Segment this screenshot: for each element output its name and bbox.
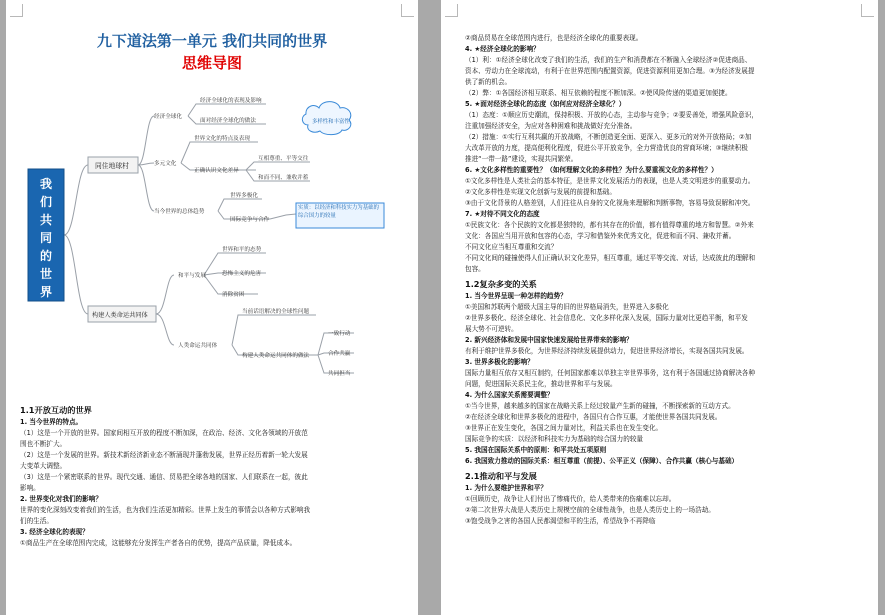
node-global-village: 同住地球村 xyxy=(95,162,129,170)
text-line: 资本、劳动力在全球流动，有利于在世界范围内配置资源，促进资源利用更加合理。③为经济发展提 xyxy=(465,67,755,75)
section-heading: 2.1推动和平与发展 xyxy=(465,471,537,481)
text-line: ②在经济全球化和世界多极化的进程中，各国只有合作互惠，才能使世界各国共同发展。 xyxy=(465,413,722,421)
node-culture-features: 世界文化的特点及表现 xyxy=(194,136,250,142)
section-heading: 1.1开放互动的世界 xyxy=(20,405,92,415)
node-shared-future: 人类命运共同体 xyxy=(178,343,218,349)
page-subtitle: 思维导图 xyxy=(181,54,242,72)
text-line: 注重加强经济安全，为应对各种困难和挑战做好充分准备。 xyxy=(465,122,637,130)
question-heading: 6. 我国致力推动的国际关系：相互尊重（前提）、公平正义（保障）、合作共赢（核心与基础） xyxy=(465,457,739,465)
text-line: 供了新的机会。 xyxy=(465,78,512,86)
text-line: ③世界正在发生变化，各国之间力量对比，利益关系也在发生变化。 xyxy=(465,424,663,432)
question-heading: 5. 我国在国际关系中的原则：和平共处五项原则 xyxy=(465,446,607,454)
node-terrorism-harm: 恐怖主义的危害 xyxy=(222,271,262,277)
question-heading: 7. ★对待不同文化的态度 xyxy=(465,210,540,218)
text-line: ②文化多样性是实现文化创新与发展的前提和基础。 xyxy=(465,188,616,196)
node-harmony-diversity: 和而不同、兼收并蓄 xyxy=(258,175,309,181)
node-culture-difference: 正确认识文化差异 xyxy=(194,168,239,174)
essence-note: 实质：以经济和科技实力为基础的综合国力的较量 xyxy=(298,205,379,219)
node-peace-situation: 世界和平的态势 xyxy=(222,247,262,253)
question-heading: 6. ★文化多样性的重要性？（如何理解文化的多样性？为什么要重视文化的多样性？） xyxy=(465,166,718,174)
text-line: 推进“一带一路”建设，实现共同繁荣。 xyxy=(465,155,578,163)
text-line: 展大势不可逆转。 xyxy=(465,325,518,333)
text-line: 世界的变化深刻改变着我们的生活，也为我们生活更加精彩。世界上发生的事情会以各种方式影响我 xyxy=(20,506,311,514)
mind-map xyxy=(6,0,418,400)
document-page-1 xyxy=(6,0,418,615)
node-build-community: 构建人类命运共同体的做法 xyxy=(242,353,310,359)
text-line: 影响。 xyxy=(20,484,40,492)
node-community-shared-future: 构建人类命运共同体 xyxy=(92,312,148,319)
text-line: ①文化多样性是人类社会的基本特征，是世界文化发展活力的表现，也是人类文明进步的重要动力。 xyxy=(465,177,755,185)
text-line: ①回顾历史，战争让人们付出了惨痛代价，给人类带来的伤痛难以忘却。 xyxy=(465,495,676,503)
margin-mark xyxy=(861,4,874,17)
node-win-win: 合作共赢 xyxy=(328,351,351,357)
question-heading: 4. 为什么国家关系需要调整？ xyxy=(465,391,554,399)
text-line: 大变革大调整。 xyxy=(20,462,67,470)
text-line: （1）态度：①顺应历史潮流，保持积极、开放的心态，主动参与竞争；②要妥善处，增强风险意识， xyxy=(465,111,758,119)
question-heading: 2. 新兴经济体和发展中国家快速发展给世界带来的影响？ xyxy=(465,336,633,344)
question-heading: 4. ★经济全球化的影响？ xyxy=(465,45,540,53)
section-heading: 1.2复杂多变的关系 xyxy=(465,279,537,289)
node-poverty-elimination: 消除贫困 xyxy=(222,292,245,298)
text-line: ③饱受战争之害的各国人民都渴望和平的生活，希望战争不再降临 xyxy=(465,517,656,525)
root-node: 我们共同的世界 xyxy=(39,177,52,299)
page-title: 九下道法第一单元 我们共同的世界 xyxy=(96,32,328,50)
text-line: 不同文化间的碰撞使得人们正确认识文化差异，相互尊重，通过平等交流、对话，达成彼此的理解和 xyxy=(465,254,756,262)
node-economic-globalization: 经济全球化 xyxy=(154,114,182,120)
text-line: 文化：各国应当用开放和包容的心态，学习和借鉴外来优秀文化，促进和而不同、兼收并蓄。 xyxy=(465,232,736,240)
text-line: （1）这是一个开放的世界。国家间相互开放的程度不断加深，在政治、经济、文化各领域的开放范 xyxy=(20,429,308,437)
question-heading: 3. 世界多极化的影响？ xyxy=(465,358,534,366)
page2-text xyxy=(465,33,865,527)
text-line: ①民族文化：各个民族的文化都是独特的，都有其存在的价值，都有值得尊重的地方和智慧。②外来 xyxy=(465,221,754,229)
text-line: 有利于维护世界多极化，为世界经济持续发展提供动力，促进世界经济增长，实现各国共同发展。 xyxy=(465,347,749,355)
question-heading: 1. 为什么要维护世界和平？ xyxy=(465,484,547,492)
cloud-note: 多样性和丰富性 xyxy=(312,119,350,125)
margin-mark xyxy=(445,4,458,17)
text-line: （2）这是一个发展的世界。新技术新经济新业态不断涌现并蓬勃发展，世界正经历着新一轮大发展 xyxy=(20,451,308,459)
text-line: 不同文化应当相互尊重和交流？ xyxy=(465,243,558,251)
question-heading: 1. 当今世界呈现一种怎样的趋势？ xyxy=(465,292,567,300)
text-line: 问题，促进国际关系民主化，推动世界和平与发展。 xyxy=(465,380,617,388)
question-heading: 1. 当今世界的特点。 xyxy=(20,418,83,426)
text-line: ②第二次世界大战是人类历史上规模空前的全球性战争，也是人类历史上的一场浩劫。 xyxy=(465,506,715,514)
node-shared-responsibility: 共同担当 xyxy=(328,371,351,377)
text-line: 们的生活。 xyxy=(20,517,53,525)
node-mutual-respect: 互相尊重、平等交往 xyxy=(258,156,309,162)
node-peace-development: 和平与发展 xyxy=(178,273,206,279)
text-line: （1）利：①经济全球化改变了我们的生活，我们的生产和消费都在不断融入全球经济②促进商品、 xyxy=(465,56,752,64)
node-globalization-response: 面对经济全球化的做法 xyxy=(200,118,256,124)
node-multipolarity: 世界多极化 xyxy=(230,193,258,199)
question-heading: 5. ★面对经济全球化的态度（如何应对经济全球化？） xyxy=(465,100,626,108)
node-competition-cooperation: 国际竞争与合作 xyxy=(230,217,270,223)
text-line: ①当今世界，越来越多的国家在战略关系上经过较量产生新的碰撞，不断探索新的互动方式。 xyxy=(465,402,735,410)
node-concerted-action: 一致行动 xyxy=(328,331,351,337)
document-page-2 xyxy=(441,0,878,615)
node-world-trend: 当今世界的总体趋势 xyxy=(154,209,205,215)
node-global-issues: 当前话语解决的全球性问题 xyxy=(242,309,310,315)
text-line: 包容。 xyxy=(465,265,485,273)
node-multiculture: 多元文化 xyxy=(154,161,177,167)
text-line: （3）这是一个紧密联系的世界。现代交通、通信、贸易把全球各地的国家、人们联系在一起，彼此 xyxy=(20,473,308,481)
text-line: ②世界多极化、经济全球化、社会信息化、文化多样化深入发展，国际力量对比更趋平衡，和平发 xyxy=(465,314,748,322)
text-line: 国际竞争的实质：以经济和科技实力为基础的综合国力的较量 xyxy=(465,435,644,443)
node-globalization-effects: 经济全球化的表现及影响 xyxy=(200,98,262,104)
question-heading: 2. 世界变化对我们的影响？ xyxy=(20,495,102,503)
text-line: （2）措施：①实行互利共赢的开放战略，不断创造更全面、更深入、更多元的对外开放格局；②加 xyxy=(465,133,752,141)
question-heading: 3. 经济全球化的表现？ xyxy=(20,528,89,536)
text-line: ①商品生产在全球范围内完成，这能够充分发挥生产者各自的优势，提高产品质量，降低成本。 xyxy=(20,539,297,547)
text-line: ②商品贸易在全球范围内进行，也是经济全球化的重要表现。 xyxy=(465,34,643,42)
text-line: 大改革开放的力度，提高便利化程度，促进公平开放竞争，全力营造优良的营商环境；③继续积极 xyxy=(465,144,748,152)
margin-mark xyxy=(401,4,414,17)
text-line: （2）弊：①各国经济相互联系、相互依赖的程度不断加深。②使风险传递的渠道更加便捷。 xyxy=(465,89,732,97)
text-line: ③由于文化背景的人格差别，人们往往从自身的文化视角来理解和判断事物，容易导致误解和冲突。 xyxy=(465,199,755,207)
page1-text xyxy=(20,404,406,549)
text-line: 围也不断扩大。 xyxy=(20,440,67,448)
text-line: ①美国和苏联两个超级大国主导的旧的世界格局消失，世界进入多极化 xyxy=(465,303,669,311)
text-line: 国际力量相互依存又相互制约，任何国家都难以单独主宰世界事务，这有利于各国通过协商解决各种 xyxy=(465,369,756,377)
margin-mark xyxy=(10,4,23,17)
